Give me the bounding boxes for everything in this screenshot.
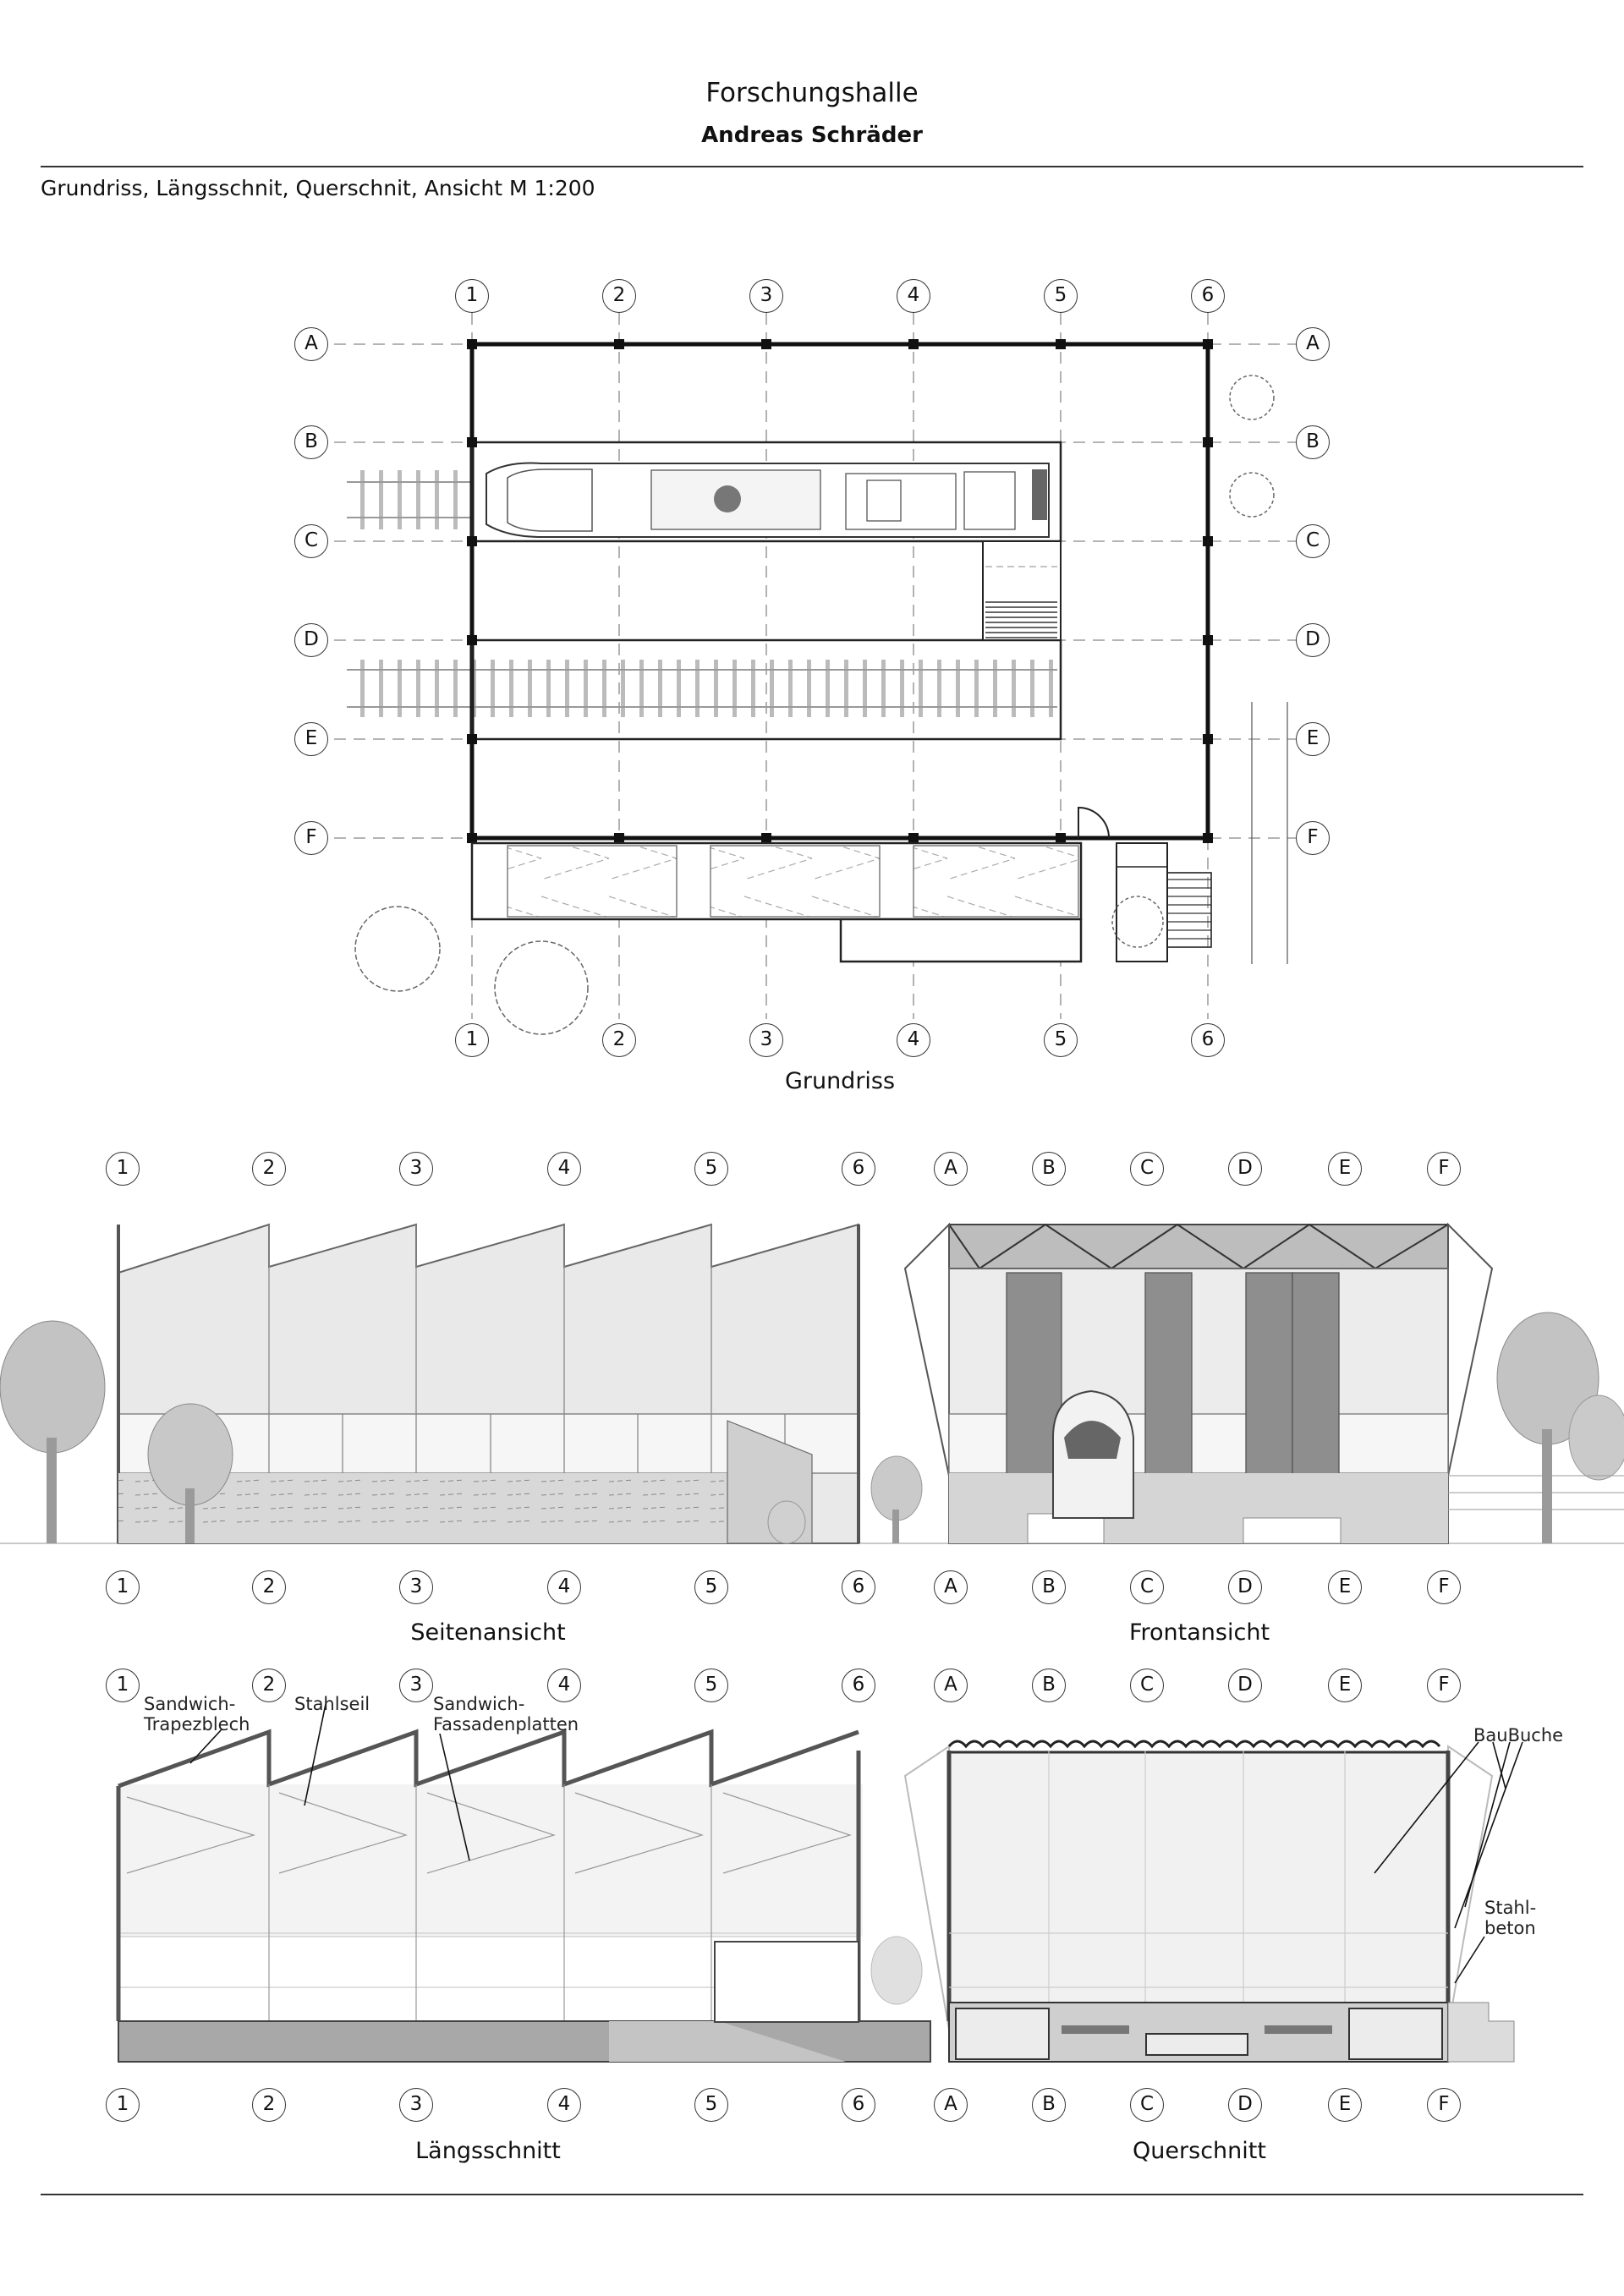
grid-bubble-section-0-6: 6 (842, 1152, 875, 1186)
grid-bubble-front-1-B: B (1032, 1570, 1066, 1604)
front-elevation (905, 1225, 1624, 1543)
label-line: Sandwich- (144, 1694, 236, 1714)
grid-bubble-front-1-E: E (1328, 1570, 1362, 1604)
grid-bubble-plan-bottom-5: 5 (1044, 1023, 1078, 1057)
stairs-plan (983, 541, 1061, 640)
cross-section (905, 1741, 1514, 2062)
door-swing (1078, 808, 1109, 838)
label-line: Sandwich- (433, 1694, 525, 1714)
grid-bubble-plan-bottom-3: 3 (749, 1023, 783, 1057)
grid-bubble-section-0-2: 2 (252, 1152, 286, 1186)
label-line: Fassadenplatten (433, 1714, 579, 1734)
grid-bubble-front-1-F: F (1427, 1570, 1461, 1604)
grid-bubble-section-3-5: 5 (694, 2088, 728, 2122)
grid-bubble-front-0-C: C (1130, 1152, 1164, 1186)
grid-bubble-plan-right-A: A (1296, 327, 1330, 361)
grid-bubble-plan-top-2: 2 (602, 279, 636, 313)
grid-bubble-plan-left-B: B (294, 425, 328, 459)
rail-track-lower (347, 660, 1057, 717)
grid-bubble-plan-left-E: E (294, 722, 328, 756)
grid-bubble-plan-bottom-4: 4 (897, 1023, 930, 1057)
grid-bubble-section-3-2: 2 (252, 2088, 286, 2122)
grid-bubble-section-0-3: 3 (399, 1152, 433, 1186)
author-name: Andreas Schräder (701, 123, 923, 148)
grid-bubble-front-1-A: A (934, 1570, 968, 1604)
label-line: Trapezblech (144, 1714, 250, 1734)
grid-bubble-plan-right-B: B (1296, 425, 1330, 459)
grid-bubble-front-0-F: F (1427, 1152, 1461, 1186)
grid-bubble-section-1-6: 6 (842, 1570, 875, 1604)
label-stahlseil: Stahlseil (294, 1694, 370, 1714)
grid-bubble-plan-right-C: C (1296, 524, 1330, 558)
grid-bubble-front-2-F: F (1427, 1669, 1461, 1702)
floor-plan (334, 313, 1298, 1034)
label-line: beton (1484, 1918, 1536, 1938)
hall-outline (472, 344, 1208, 838)
grid-bubble-section-1-1: 1 (106, 1570, 140, 1604)
grid-bubble-front-2-D: D (1228, 1669, 1262, 1702)
grid-bubble-plan-bottom-2: 2 (602, 1023, 636, 1057)
grid-bubble-section-3-6: 6 (842, 2088, 875, 2122)
grid-bubble-plan-left-C: C (294, 524, 328, 558)
caption-querschnitt: Querschnitt (1133, 2138, 1266, 2164)
grid-bubble-front-2-A: A (934, 1669, 968, 1702)
caption-seitenansicht: Seitenansicht (410, 1619, 566, 1646)
annex-plan (472, 702, 1287, 964)
grid-bubble-front-0-E: E (1328, 1152, 1362, 1186)
grid-bubble-plan-bottom-1: 1 (455, 1023, 489, 1057)
train-front (1053, 1391, 1133, 1518)
grid-bubble-front-3-F: F (1427, 2088, 1461, 2122)
grid-bubble-front-0-A: A (934, 1152, 968, 1186)
grid-bubble-section-1-3: 3 (399, 1570, 433, 1604)
grid-bubble-section-0-1: 1 (106, 1152, 140, 1186)
label-sandwich-trapezblech (144, 1694, 250, 1734)
grid-bubble-plan-top-4: 4 (897, 279, 930, 313)
grid-bubble-plan-bottom-6: 6 (1191, 1023, 1225, 1057)
grid-bubble-front-3-E: E (1328, 2088, 1362, 2122)
grid-bubble-section-1-2: 2 (252, 1570, 286, 1604)
grid-bubble-plan-top-5: 5 (1044, 279, 1078, 313)
longitudinal-section (118, 1732, 930, 2062)
grid-bubble-front-2-C: C (1130, 1669, 1164, 1702)
grid-bubble-plan-right-F: F (1296, 821, 1330, 855)
grid-bubble-front-2-E: E (1328, 1669, 1362, 1702)
grid-bubble-front-3-C: C (1130, 2088, 1164, 2122)
grid-bubble-front-1-C: C (1130, 1570, 1164, 1604)
grid-bubble-front-3-B: B (1032, 2088, 1066, 2122)
grid-bubble-section-2-6: 6 (842, 1669, 875, 1702)
grid-bubble-front-0-B: B (1032, 1152, 1066, 1186)
grid-bubble-front-3-A: A (934, 2088, 968, 2122)
grid-bubble-section-2-3: 3 (399, 1669, 433, 1702)
grid-bubble-front-1-D: D (1228, 1570, 1262, 1604)
grid-bubble-section-3-1: 1 (106, 2088, 140, 2122)
grid-bubble-plan-left-F: F (294, 821, 328, 855)
grid-bubble-plan-left-A: A (294, 327, 328, 361)
grid-bubble-plan-top-3: 3 (749, 279, 783, 313)
caption-laengsschnitt: Längsschnitt (415, 2138, 561, 2164)
grid-bubble-section-2-5: 5 (694, 1669, 728, 1702)
grid-bubble-section-3-4: 4 (547, 2088, 581, 2122)
caption-grundriss: Grundriss (784, 1068, 896, 1094)
label-stahlbeton (1484, 1898, 1536, 1938)
grid-bubble-section-1-5: 5 (694, 1570, 728, 1604)
rail-track-upper (347, 470, 474, 529)
grid-bubble-plan-top-6: 6 (1191, 279, 1225, 313)
grid-bubble-plan-right-D: D (1296, 623, 1330, 657)
drawing-subtitle: Grundriss, Längsschnit, Querschnit, Ansicht M 1:200 (41, 176, 595, 200)
grid-bubble-section-3-3: 3 (399, 2088, 433, 2122)
label-baubuche: BauBuche (1473, 1725, 1564, 1745)
grid-bubble-section-0-4: 4 (547, 1152, 581, 1186)
caption-frontansicht: Frontansicht (1128, 1619, 1270, 1646)
grid-bubble-front-3-D: D (1228, 2088, 1262, 2122)
grid-bubble-plan-right-E: E (1296, 722, 1330, 756)
grid-bubble-section-2-1: 1 (106, 1669, 140, 1702)
train-plan (486, 463, 1049, 538)
grid-bubble-plan-left-D: D (294, 623, 328, 657)
grid-bubble-front-0-D: D (1228, 1152, 1262, 1186)
grid-bubble-section-2-4: 4 (547, 1669, 581, 1702)
grid-bubble-plan-top-1: 1 (455, 279, 489, 313)
grid-bubble-section-0-5: 5 (694, 1152, 728, 1186)
grid-bubble-section-2-2: 2 (252, 1669, 286, 1702)
grid-bubble-front-2-B: B (1032, 1669, 1066, 1702)
plan-columns (467, 339, 1213, 843)
label-line: Stahl- (1484, 1898, 1537, 1918)
grid-bubble-section-1-4: 4 (547, 1570, 581, 1604)
page-title: Forschungshalle (705, 78, 919, 108)
